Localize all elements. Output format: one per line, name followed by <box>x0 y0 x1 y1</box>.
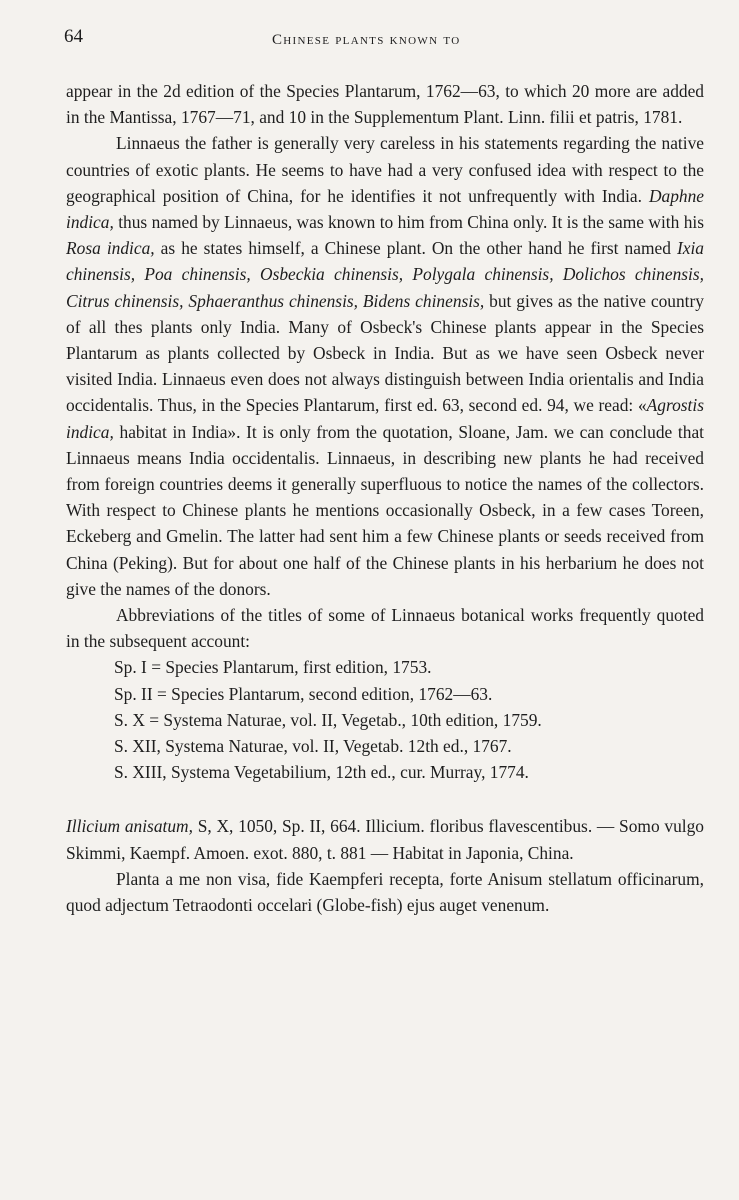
italic-species-name: Rosa indica, <box>66 238 155 259</box>
entry-illicium <box>66 813 704 865</box>
text-segment: but gives as the native country of all thes plants only India. Many of Osbeck's Chinese plants appear in the Species Plantarum as plants collected by Osbeck in India. But as we have seen Osbeck never visited India. Linnaeus even does not always distinguish between India orientalis and India occidentalis. Thus, in the Species Plantarum, first ed. 63, second ed. 94, we read: « <box>66 290 704 416</box>
entry-species-name: Illicium anisatum, <box>66 816 193 837</box>
entry-text: S, X, 1050, Sp. II, 664. Illicium. floribus flavescentibus. — Somo vulgo Skimmi, Kaempf. Amoen. exot. 880, t. 881 — Habitat in Japonia, China. <box>66 816 705 863</box>
body-text <box>66 78 704 918</box>
page-number: 64 <box>64 26 83 47</box>
text-segment: as he states himself, a Chinese plant. On the other hand he first named <box>154 238 677 259</box>
abbreviation-item: S. XII, Systema Naturae, vol. II, Vegetab. 12th ed., 1767. <box>114 736 512 757</box>
paragraph-continuation: appear in the 2d edition of the Species Plantarum, 1762—63, to which 20 more are added in the Mantissa, 1767—71, and 10 in the Supplementum Plant. Linn. filii et patris, 1781. <box>66 81 704 128</box>
italic-species-name: Daphne indica, <box>66 185 704 233</box>
paragraph-linnaeus <box>66 130 704 602</box>
abbreviation-item: Sp. II = Species Plantarum, second edition, 1762—63. <box>114 683 493 704</box>
section-gap <box>66 785 704 813</box>
abbreviations-list <box>66 654 704 785</box>
abbreviation-item: S. XIII, Systema Vegetabilium, 12th ed., cur. Murray, 1774. <box>114 762 529 783</box>
abbreviation-item: S. X = Systema Naturae, vol. II, Vegetab., 10th edition, 1759. <box>114 709 542 730</box>
running-header <box>64 26 705 52</box>
italic-species-name: Agrostis indica, <box>66 395 704 442</box>
text-segment: Linnaeus the father is generally very careless in his statements regarding the native countries of exotic plants. He seems to have had a very confused idea with respect to the geographical position of China, for he identifies it not unfrequently with India. <box>66 133 704 206</box>
paragraph-abbreviations-intro: Abbreviations of the titles of some of Linnaeus botanical works frequently quoted in the subsequent account: <box>66 605 704 652</box>
text-segment: thus named by Linnaeus, was known to him from China only. It is the same with his <box>113 212 704 233</box>
italic-species-list: Ixia chinensis, Poa chinensis, Osbeckia chinensis, Polygala chinensis, Dolichos chinensis, Citrus chinensis, Sphaeranthus chinensis, Bidens chinensis, <box>66 238 704 311</box>
abbreviation-item: Sp. I = Species Plantarum, first edition, 1753. <box>114 657 432 678</box>
text-segment: habitat in India». It is only from the quotation, Sloane, Jam. we can conclude that Linnaeus means India occidentalis. Linnaeus, in describing new plants he had received from foreign countries deems it generally superfluous to notice the names of the collectors. With respect to Chinese plants he mentions occasionally Osbeck, in a few cases Toreen, Eckeberg and Gmelin. The latter had sent him a few Chinese plants or seeds received from China (Peking). But for about one half of the Chinese plants in his herbarium he does not give the names of the donors. <box>66 421 704 599</box>
running-title: Chinese plants known to <box>272 32 461 48</box>
entry-note: Planta a me non visa, fide Kaempferi recepta, forte Anisum stellatum officinarum, quod adjectum Tetraodonti occelari (Globe-fish) ejus auget venenum. <box>66 868 704 916</box>
